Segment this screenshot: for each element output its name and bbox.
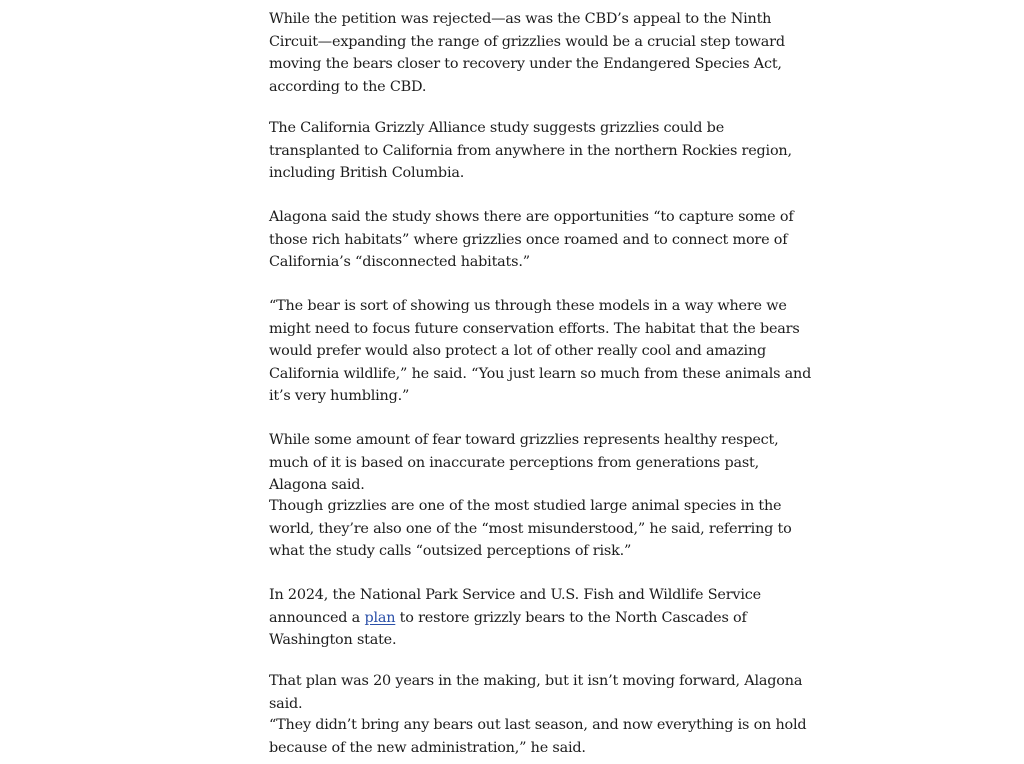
paragraph-alagona-habitats: Alagona said the study shows there are opportunities “to capture some of those rich habitats” where grizzlies once roamed and to connect more of California’s “disconnected habitats.” <box>269 209 794 270</box>
paragraph-fear: While some amount of fear toward grizzlies represents healthy respect, much of it is based on inaccurate perceptions from generations past, Alagona said. <box>269 432 779 493</box>
paragraph-misunderstood: Though grizzlies are one of the most studied large animal species in the world, they’re also one of the “most misunderstood,” he said, referring to what the study calls “outsized perceptions of risk.” <box>269 498 792 559</box>
plan-text-after: to restore grizzly bears to the North Cascades of Washington state. <box>269 609 747 648</box>
paragraph-quote-bear-models: “The bear is sort of showing us through these models in a way where we might need to focus future conservation efforts. The habitat that the bears would prefer would also protect a lot of other really cool and amazing California wildlife,” he said. “You just learn so much from these animals and it’s very humbling.” <box>269 298 812 404</box>
plan-link[interactable]: plan <box>364 609 396 626</box>
paragraph-petition: While the petition was rejected—as was the CBD’s appeal to the Ninth Circuit—expanding the range of grizzlies would be a crucial step toward moving the bears closer to recovery under the Endangered Species Act, according to the CBD. <box>269 11 785 95</box>
plan-text-before: In 2024, the National Park Service and U.S. Fish and Wildlife Service announced a <box>269 587 761 626</box>
paragraph-north-cascades-plan <box>269 584 817 652</box>
paragraph-quote-on-hold: “They didn’t bring any bears out last season, and now everything is on hold because of the new administration,” he said. <box>269 717 807 756</box>
paragraph-plan-stalled: That plan was 20 years in the making, but it isn’t moving forward, Alagona said. <box>269 673 803 712</box>
paragraph-study-transplant: The California Grizzly Alliance study suggests grizzlies could be transplanted to California from anywhere in the northern Rockies region, including British Columbia. <box>269 120 792 181</box>
